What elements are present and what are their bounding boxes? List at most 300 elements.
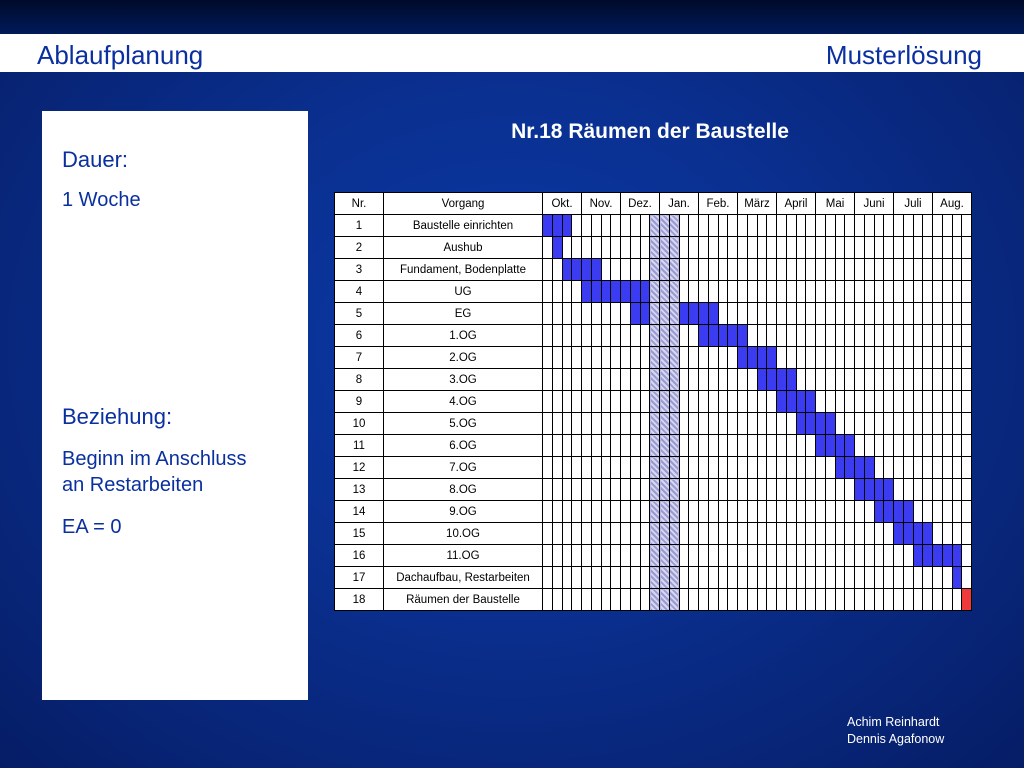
week-cell <box>630 347 640 369</box>
week-cell <box>786 545 796 567</box>
gantt-bar <box>582 259 592 281</box>
week-cell <box>582 567 592 589</box>
week-cell <box>640 413 650 435</box>
week-cell <box>767 237 777 259</box>
week-cell <box>718 303 728 325</box>
gantt-header-row <box>335 193 972 215</box>
week-cell <box>630 479 640 501</box>
week-cell <box>884 413 894 435</box>
week-cell <box>601 567 611 589</box>
table-row <box>335 589 972 611</box>
week-cell <box>796 435 806 457</box>
week-cell <box>757 457 767 479</box>
gantt-bar <box>942 545 952 567</box>
week-cell <box>679 435 689 457</box>
week-cell <box>699 215 709 237</box>
holiday-cell <box>650 347 660 369</box>
week-cell <box>942 391 952 413</box>
task-number: 13 <box>335 479 384 501</box>
task-name: Fundament, Bodenplatte <box>384 259 543 281</box>
week-cell <box>757 303 767 325</box>
week-cell <box>855 391 865 413</box>
week-cell <box>786 281 796 303</box>
week-cell <box>552 523 562 545</box>
week-cell <box>923 391 933 413</box>
task-number: 16 <box>335 545 384 567</box>
week-cell <box>543 435 553 457</box>
week-cell <box>884 545 894 567</box>
week-cell <box>747 259 757 281</box>
week-cell <box>689 501 699 523</box>
week-cell <box>679 215 689 237</box>
week-cell <box>835 567 845 589</box>
table-row <box>335 237 972 259</box>
week-cell <box>572 325 582 347</box>
week-cell <box>757 501 767 523</box>
week-cell <box>640 369 650 391</box>
holiday-cell <box>650 237 660 259</box>
table-row <box>335 435 972 457</box>
week-cell <box>923 457 933 479</box>
gantt-bar <box>757 369 767 391</box>
week-cell <box>562 589 572 611</box>
gantt-bar <box>796 391 806 413</box>
week-cell <box>767 259 777 281</box>
week-cell <box>884 259 894 281</box>
gantt-bar <box>845 457 855 479</box>
week-cell <box>611 259 621 281</box>
week-cell <box>933 479 943 501</box>
week-cell <box>630 237 640 259</box>
week-cell <box>864 413 874 435</box>
holiday-cell <box>669 259 679 281</box>
week-cell <box>747 325 757 347</box>
week-cell <box>728 347 738 369</box>
week-cell <box>903 567 913 589</box>
week-cell <box>728 369 738 391</box>
week-cell <box>767 567 777 589</box>
week-cell <box>621 545 631 567</box>
week-cell <box>894 347 904 369</box>
week-cell <box>884 215 894 237</box>
week-cell <box>591 545 601 567</box>
holiday-cell <box>669 479 679 501</box>
week-cell <box>864 347 874 369</box>
week-cell <box>786 523 796 545</box>
week-cell <box>864 259 874 281</box>
week-cell <box>679 523 689 545</box>
week-cell <box>747 523 757 545</box>
week-cell <box>562 457 572 479</box>
week-cell <box>884 391 894 413</box>
week-cell <box>611 435 621 457</box>
week-cell <box>699 391 709 413</box>
month-label: Juni <box>855 193 894 215</box>
week-cell <box>611 369 621 391</box>
week-cell <box>689 589 699 611</box>
gantt-bar <box>806 413 816 435</box>
week-cell <box>582 347 592 369</box>
week-cell <box>864 391 874 413</box>
week-cell <box>591 589 601 611</box>
week-cell <box>689 237 699 259</box>
week-cell <box>572 435 582 457</box>
task-name: 4.OG <box>384 391 543 413</box>
week-cell <box>864 303 874 325</box>
week-cell <box>786 479 796 501</box>
week-cell <box>913 347 923 369</box>
week-cell <box>942 523 952 545</box>
week-cell <box>757 237 767 259</box>
week-cell <box>543 589 553 611</box>
holiday-cell <box>669 413 679 435</box>
gantt-bar <box>923 545 933 567</box>
week-cell <box>962 413 972 435</box>
week-cell <box>747 545 757 567</box>
gantt-bar <box>572 259 582 281</box>
week-cell <box>855 545 865 567</box>
week-cell <box>913 325 923 347</box>
week-cell <box>903 457 913 479</box>
week-cell <box>611 237 621 259</box>
week-cell <box>874 259 884 281</box>
week-cell <box>601 369 611 391</box>
table-row <box>335 545 972 567</box>
holiday-cell <box>660 325 670 347</box>
info-panel <box>42 111 308 700</box>
week-cell <box>621 523 631 545</box>
week-cell <box>552 325 562 347</box>
week-cell <box>621 237 631 259</box>
week-cell <box>699 545 709 567</box>
week-cell <box>601 457 611 479</box>
week-cell <box>845 215 855 237</box>
task-number: 9 <box>335 391 384 413</box>
week-cell <box>767 281 777 303</box>
holiday-cell <box>650 523 660 545</box>
week-cell <box>796 325 806 347</box>
slide-subtitle: Musterlösung <box>825 40 982 70</box>
week-cell <box>562 391 572 413</box>
week-cell <box>572 457 582 479</box>
gantt-bar <box>923 523 933 545</box>
gantt-bar <box>757 347 767 369</box>
task-number: 10 <box>335 413 384 435</box>
week-cell <box>767 457 777 479</box>
week-cell <box>582 325 592 347</box>
week-cell <box>855 347 865 369</box>
week-cell <box>855 589 865 611</box>
week-cell <box>718 413 728 435</box>
week-cell <box>582 501 592 523</box>
week-cell <box>894 391 904 413</box>
week-cell <box>777 567 787 589</box>
week-cell <box>630 567 640 589</box>
week-cell <box>738 391 748 413</box>
month-label: Dez. <box>621 193 660 215</box>
week-cell <box>582 479 592 501</box>
week-cell <box>630 457 640 479</box>
week-cell <box>738 369 748 391</box>
week-cell <box>640 523 650 545</box>
week-cell <box>894 325 904 347</box>
week-cell <box>894 281 904 303</box>
week-cell <box>708 545 718 567</box>
week-cell <box>777 215 787 237</box>
week-cell <box>689 369 699 391</box>
week-cell <box>708 457 718 479</box>
week-cell <box>621 457 631 479</box>
week-cell <box>884 347 894 369</box>
week-cell <box>747 479 757 501</box>
week-cell <box>962 545 972 567</box>
week-cell <box>786 457 796 479</box>
week-cell <box>806 325 816 347</box>
week-cell <box>679 325 689 347</box>
holiday-cell <box>660 281 670 303</box>
holiday-cell <box>660 237 670 259</box>
week-cell <box>855 369 865 391</box>
week-cell <box>786 325 796 347</box>
week-cell <box>708 369 718 391</box>
task-name: 5.OG <box>384 413 543 435</box>
week-cell <box>874 567 884 589</box>
author-1: Achim Reinhardt <box>847 715 940 729</box>
week-cell <box>845 545 855 567</box>
week-cell <box>806 479 816 501</box>
week-cell <box>835 303 845 325</box>
week-cell <box>923 303 933 325</box>
week-cell <box>864 545 874 567</box>
week-cell <box>796 369 806 391</box>
week-cell <box>699 589 709 611</box>
task-name: EG <box>384 303 543 325</box>
week-cell <box>562 325 572 347</box>
week-cell <box>718 479 728 501</box>
duration-value: 1 Woche <box>62 189 141 211</box>
week-cell <box>855 215 865 237</box>
week-cell <box>728 545 738 567</box>
week-cell <box>591 237 601 259</box>
week-cell <box>845 303 855 325</box>
week-cell <box>816 589 826 611</box>
gantt-bar <box>621 281 631 303</box>
week-cell <box>601 435 611 457</box>
month-label: April <box>777 193 816 215</box>
week-cell <box>962 479 972 501</box>
gantt-bar <box>708 303 718 325</box>
gantt-bar <box>796 413 806 435</box>
week-cell <box>591 523 601 545</box>
week-cell <box>884 303 894 325</box>
week-cell <box>952 435 962 457</box>
week-cell <box>855 325 865 347</box>
task-number: 18 <box>335 589 384 611</box>
task-number: 2 <box>335 237 384 259</box>
slide-title: Ablaufplanung <box>37 40 204 70</box>
week-cell <box>767 479 777 501</box>
week-cell <box>572 523 582 545</box>
week-cell <box>942 237 952 259</box>
week-cell <box>591 391 601 413</box>
week-cell <box>699 347 709 369</box>
task-number: 15 <box>335 523 384 545</box>
week-cell <box>562 369 572 391</box>
week-cell <box>728 567 738 589</box>
week-cell <box>640 215 650 237</box>
week-cell <box>913 567 923 589</box>
week-cell <box>562 413 572 435</box>
week-cell <box>874 413 884 435</box>
gantt-bar <box>591 281 601 303</box>
week-cell <box>562 237 572 259</box>
week-cell <box>806 567 816 589</box>
week-cell <box>582 413 592 435</box>
holiday-cell <box>669 435 679 457</box>
week-cell <box>591 435 601 457</box>
week-cell <box>708 435 718 457</box>
week-cell <box>884 435 894 457</box>
week-cell <box>582 303 592 325</box>
week-cell <box>913 479 923 501</box>
week-cell <box>923 281 933 303</box>
task-number: 4 <box>335 281 384 303</box>
month-label: Jan. <box>660 193 699 215</box>
week-cell <box>942 501 952 523</box>
week-cell <box>728 413 738 435</box>
week-cell <box>699 479 709 501</box>
task-name: 1.OG <box>384 325 543 347</box>
gantt-bar <box>864 457 874 479</box>
week-cell <box>825 501 835 523</box>
week-cell <box>582 545 592 567</box>
week-cell <box>621 259 631 281</box>
week-cell <box>572 413 582 435</box>
holiday-cell <box>660 457 670 479</box>
week-cell <box>903 237 913 259</box>
gantt-bar <box>582 281 592 303</box>
week-cell <box>582 391 592 413</box>
week-cell <box>777 281 787 303</box>
holiday-cell <box>660 215 670 237</box>
week-cell <box>806 347 816 369</box>
week-cell <box>864 237 874 259</box>
week-cell <box>913 457 923 479</box>
holiday-cell <box>669 347 679 369</box>
holiday-cell <box>669 457 679 479</box>
week-cell <box>611 303 621 325</box>
week-cell <box>601 501 611 523</box>
week-cell <box>738 303 748 325</box>
week-cell <box>757 215 767 237</box>
gantt-bar <box>816 435 826 457</box>
week-cell <box>699 523 709 545</box>
week-cell <box>728 479 738 501</box>
week-cell <box>816 479 826 501</box>
table-row <box>335 391 972 413</box>
week-cell <box>562 303 572 325</box>
week-cell <box>611 567 621 589</box>
week-cell <box>777 501 787 523</box>
holiday-cell <box>660 589 670 611</box>
week-cell <box>591 303 601 325</box>
week-cell <box>816 391 826 413</box>
gantt-bar <box>884 479 894 501</box>
month-label: Mai <box>816 193 855 215</box>
week-cell <box>962 435 972 457</box>
relation-line-1: Beginn im Anschluss <box>62 448 247 470</box>
week-cell <box>864 435 874 457</box>
task-name: Aushub <box>384 237 543 259</box>
week-cell <box>767 391 777 413</box>
week-cell <box>591 215 601 237</box>
table-row <box>335 259 972 281</box>
week-cell <box>552 347 562 369</box>
week-cell <box>777 303 787 325</box>
gantt-bar <box>786 369 796 391</box>
week-cell <box>611 215 621 237</box>
week-cell <box>835 215 845 237</box>
week-cell <box>874 325 884 347</box>
gantt-bar <box>552 237 562 259</box>
week-cell <box>767 501 777 523</box>
week-cell <box>747 215 757 237</box>
week-cell <box>777 589 787 611</box>
week-cell <box>952 413 962 435</box>
week-cell <box>572 391 582 413</box>
week-cell <box>796 259 806 281</box>
week-cell <box>591 457 601 479</box>
week-cell <box>552 479 562 501</box>
week-cell <box>757 479 767 501</box>
week-cell <box>855 413 865 435</box>
week-cell <box>816 369 826 391</box>
week-cell <box>689 479 699 501</box>
week-cell <box>903 413 913 435</box>
task-number: 6 <box>335 325 384 347</box>
week-cell <box>864 501 874 523</box>
week-cell <box>582 237 592 259</box>
week-cell <box>923 501 933 523</box>
week-cell <box>933 567 943 589</box>
week-cell <box>933 215 943 237</box>
week-cell <box>825 479 835 501</box>
week-cell <box>777 523 787 545</box>
week-cell <box>679 589 689 611</box>
task-name: 9.OG <box>384 501 543 523</box>
week-cell <box>699 369 709 391</box>
week-cell <box>845 413 855 435</box>
week-cell <box>543 523 553 545</box>
week-cell <box>923 479 933 501</box>
week-cell <box>679 545 689 567</box>
week-cell <box>796 589 806 611</box>
week-cell <box>786 413 796 435</box>
gantt-bar <box>767 347 777 369</box>
week-cell <box>679 501 689 523</box>
week-cell <box>864 281 874 303</box>
week-cell <box>874 303 884 325</box>
task-number: 7 <box>335 347 384 369</box>
week-cell <box>796 303 806 325</box>
week-cell <box>845 589 855 611</box>
week-cell <box>689 567 699 589</box>
week-cell <box>728 259 738 281</box>
week-cell <box>601 589 611 611</box>
week-cell <box>952 523 962 545</box>
week-cell <box>874 589 884 611</box>
week-cell <box>874 215 884 237</box>
